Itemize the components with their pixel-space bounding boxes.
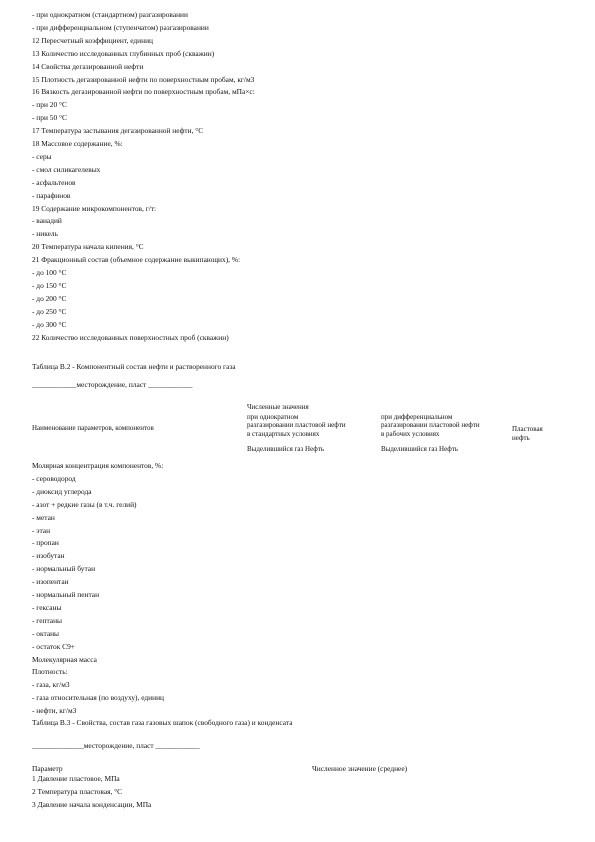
list-item: - никель bbox=[32, 229, 58, 239]
table-b2-header-diff-sub: Выделившийся газ Нефть bbox=[381, 445, 459, 453]
list-item: - до 250 °С bbox=[32, 306, 67, 316]
list-item: 21 Фракционный состав (объемное содержание выкипающих), %: bbox=[32, 255, 241, 265]
table-row: Молекулярная масса bbox=[32, 654, 97, 664]
table-b2-header-single-sub: Выделившийся газ Нефть bbox=[247, 445, 325, 453]
table-row: - нефти, кг/м3 bbox=[32, 706, 77, 716]
table-b3-header-param: Параметр bbox=[32, 764, 63, 773]
table-row: - газа, кг/м3 bbox=[32, 680, 70, 690]
table-row: 1 Давление пластовое, МПа bbox=[32, 774, 120, 783]
table-row: - пропан bbox=[32, 538, 59, 548]
table-row: - азот + редкие газы (в т.ч. гелий) bbox=[32, 499, 137, 509]
list-item: 17 Температура застывания дегазированной нефти, °С bbox=[32, 126, 204, 136]
table-b2-header-single-2: разгазировании пластовой нефти bbox=[247, 421, 346, 429]
list-item: 22 Количество исследованных поверхностных проб (скважин) bbox=[32, 332, 229, 342]
list-item: - при 50 °С bbox=[32, 113, 67, 123]
table-b2-header-single-1: при однократном bbox=[247, 413, 299, 421]
list-item: 12 Пересчетный коэффициент, единиц bbox=[32, 35, 153, 45]
table-row: - нормальный пентан bbox=[32, 590, 100, 599]
table-b2-header-diff-3: в рабочих условиях bbox=[381, 430, 440, 438]
table-row: - этан bbox=[32, 525, 51, 535]
list-item: - серы bbox=[32, 151, 52, 161]
table-b2-header-values: Численные значения bbox=[247, 403, 309, 411]
table-row: - гексаны bbox=[32, 602, 62, 612]
table-b2-title: Таблица В.2 - Компонентный состав нефти и растворенного газа bbox=[32, 362, 236, 371]
list-item: 19 Содержание микрокомпонентов, г/т: bbox=[32, 203, 157, 213]
table-b2-header-single-3: в стандартных условиях bbox=[247, 430, 320, 438]
list-item: 20 Температура начала кипения, °С bbox=[32, 242, 144, 252]
table-b2-field-line: ____________месторождение, пласт ____________ bbox=[32, 380, 193, 389]
table-row: - изобутан bbox=[32, 551, 65, 561]
table-row: - нормальный бутан bbox=[32, 564, 96, 574]
table-row: Молярная концентрация компонентов, %: bbox=[32, 461, 164, 470]
list-item: 15 Плотность дегазированной нефти по поверхностным пробам, кг/м3 bbox=[32, 74, 255, 84]
list-item: - до 300 °С bbox=[32, 319, 67, 329]
list-item: - при дифференциальном (ступенчатом) разгазировании bbox=[32, 22, 209, 32]
list-item: - ванадий bbox=[32, 216, 62, 226]
table-b3-field-line: ______________месторождение, пласт ____________ bbox=[32, 741, 200, 750]
table-row: - гептаны bbox=[32, 615, 62, 625]
table-b3-header-value: Численное значение (среднее) bbox=[312, 764, 408, 773]
table-row: Плотность: bbox=[32, 667, 68, 677]
list-item: - при однократном (стандартном) разгазировании bbox=[32, 10, 188, 19]
list-item: - до 100 °С bbox=[32, 268, 67, 277]
table-b3-title: Таблица В.3 - Свойства, состав газа газовых шапок (свободного газа) и конденсата bbox=[32, 718, 293, 727]
list-item: 13 Количество исследованных глубинных проб (скважин) bbox=[32, 48, 215, 58]
table-row: - метан bbox=[32, 512, 55, 522]
table-b2-header-reservoir-1: Пластовая bbox=[512, 425, 543, 433]
table-row: - октаны bbox=[32, 628, 60, 638]
list-item: 16 Вязкость дегазированной нефти по поверхностным пробам, мПа×с: bbox=[32, 87, 255, 97]
table-row: 2 Температура пластовая, °С bbox=[32, 786, 123, 796]
list-item: - парафинов bbox=[32, 190, 71, 200]
table-b2-header-reservoir-2: нефть bbox=[512, 434, 530, 442]
table-b2-header-diff-2: разгазировании пластовой нефти bbox=[381, 421, 480, 429]
table-row: - газа относительная (по воздуху), единиц bbox=[32, 693, 164, 703]
table-row: - диоксид углерода bbox=[32, 486, 92, 496]
list-item: - до 200 °С bbox=[32, 293, 67, 303]
list-item: - при 20 °С bbox=[32, 100, 67, 110]
list-item: 14 Свойства дегазированной нефти bbox=[32, 61, 144, 71]
table-row: - изопентан bbox=[32, 577, 69, 587]
list-item: - смол силикагелевых bbox=[32, 164, 101, 174]
table-row: 3 Давление начала конденсации, МПа bbox=[32, 799, 152, 809]
list-item: 18 Массовое содержание, %: bbox=[32, 139, 123, 148]
list-item: - до 150 °С bbox=[32, 280, 67, 290]
list-item: - асфальтенов bbox=[32, 177, 76, 187]
table-row: - остаток С9+ bbox=[32, 641, 75, 651]
table-b2-header-diff-1: при дифференциальном bbox=[381, 413, 453, 421]
table-b2-header-param: Наименование параметров, компонентов bbox=[32, 424, 154, 432]
table-row: - сероводород bbox=[32, 473, 76, 483]
